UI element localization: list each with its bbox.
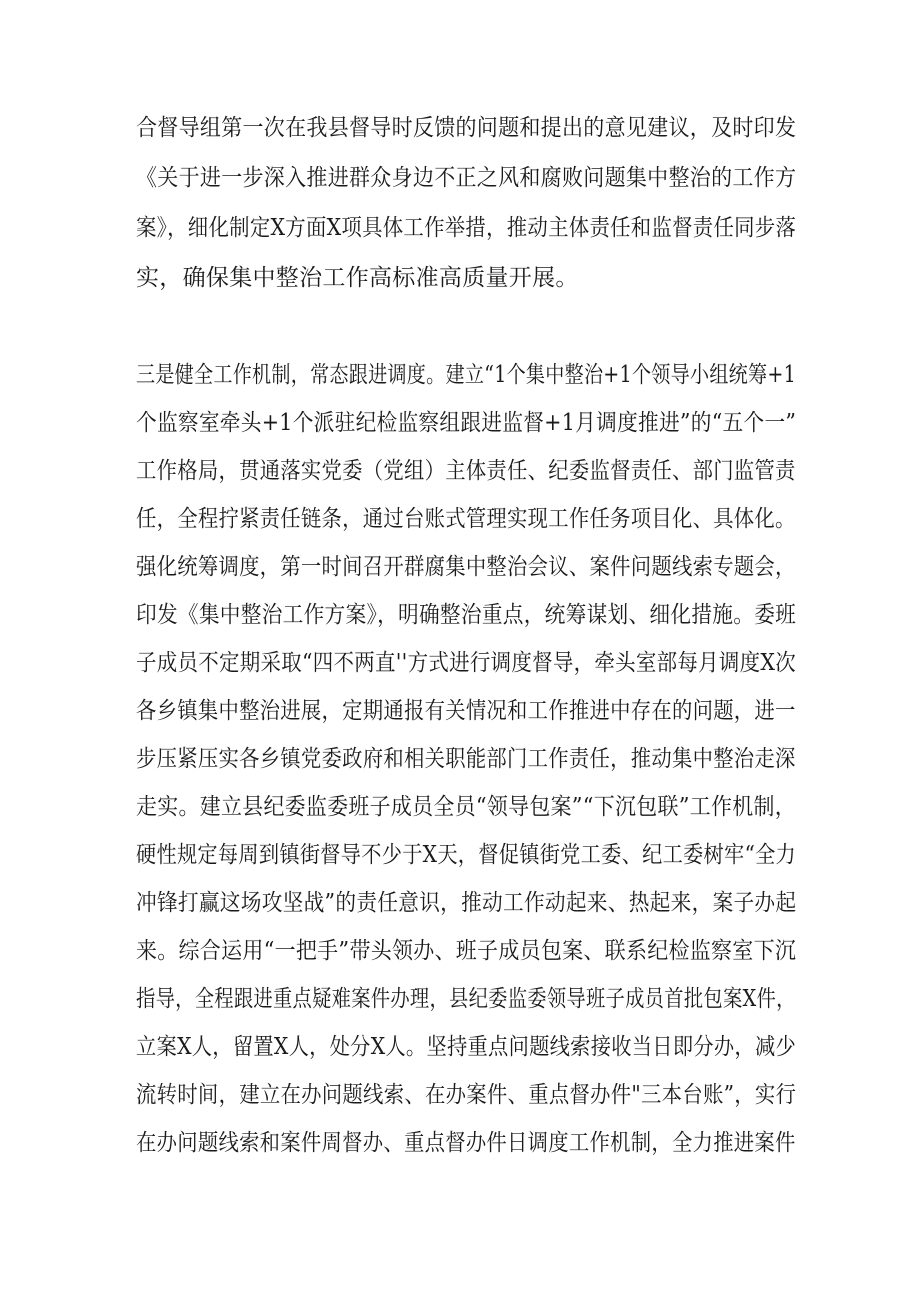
paragraph-2-line-5: 强化统筹调度，第一时间召开群腐集中整治会议、案件问题线索专题会， (136, 554, 796, 580)
paragraph-1-line-4: 实，确保集中整治工作高标准高质量开展。 (136, 265, 579, 291)
paragraph-2-line-16: 流转时间，建立在办问题线索、在办案件、重点督办件"三本台账”，实行 (136, 1082, 797, 1108)
paragraph-2-line-8: 各乡镇集中整治进展，定期通报有关情况和工作推进中存在的问题，进一 (136, 698, 796, 724)
paragraph-2-line-4: 任，全程拧紧责任链条，通过台账式管理实现工作任务项目化、具体化。 (136, 506, 796, 532)
paragraph-2-line-10: 走实。建立县纪委监委班子成员全员“领导包案”“下沉包联”工作机制， (136, 794, 796, 820)
paragraph-2-line-12: 冲锋打赢这场攻坚战”的责任意识，推动工作动起来、热起来，案子办起 (136, 890, 797, 916)
paragraph-1-line-1: 合督导组第一次在我县督导时反馈的问题和提出的意见建议，及时印发 (136, 115, 797, 141)
paragraph-2-line-1: 三是健全工作机制，常态跟进调度。建立“1个集中整治+1个领导小组统筹+1 (136, 362, 797, 388)
paragraph-2-line-17: 在办问题线索和案件周督办、重点督办件日调度工作机制，全力推进案件 (136, 1130, 796, 1156)
paragraph-2-line-3: 工作格局，贯通落实党委（党组）主体责任、纪委监督责任、部门监管责 (136, 458, 796, 484)
paragraph-2-line-13: 来。综合运用“一把手”带头领办、班子成员包案、联系纪检监察室下沉 (136, 938, 797, 964)
paragraph-2-line-14: 指导，全程跟进重点疑难案件办理，县纪委监委领导班子成员首批包案X件， (136, 986, 796, 1012)
paragraph-2-line-15: 立案X人，留置X人，处分X人。坚持重点问题线索接收当日即分办，减少 (136, 1034, 797, 1060)
paragraph-1-line-2: 《关于进一步深入推进群众身边不正之风和腐败问题集中整治的工作方 (136, 165, 797, 191)
paragraph-1-line-3: 案》，细化制定X方面X项具体工作举措，推动主体责任和监督责任同步落 (136, 215, 797, 241)
paragraph-2-line-11: 硬性规定每周到镇街督导不少于X天，督促镇街党工委、纪工委树牢“全力 (136, 842, 797, 868)
paragraph-2-line-2: 个监察室牵头+1个派驻纪检监察组跟进监督+1月调度推进”的“五个一” (136, 410, 797, 436)
paragraph-2-line-7: 子成员不定期采取“四不两直''方式进行调度督导，牵头室部每月调度X次 (136, 650, 796, 676)
paragraph-2-line-9: 步压紧压实各乡镇党委政府和相关职能部门工作责任，推动集中整治走深 (136, 746, 796, 772)
paragraph-2-line-6: 印发《集中整治工作方案》，明确整治重点，统筹谋划、细化措施。委班 (136, 602, 797, 628)
